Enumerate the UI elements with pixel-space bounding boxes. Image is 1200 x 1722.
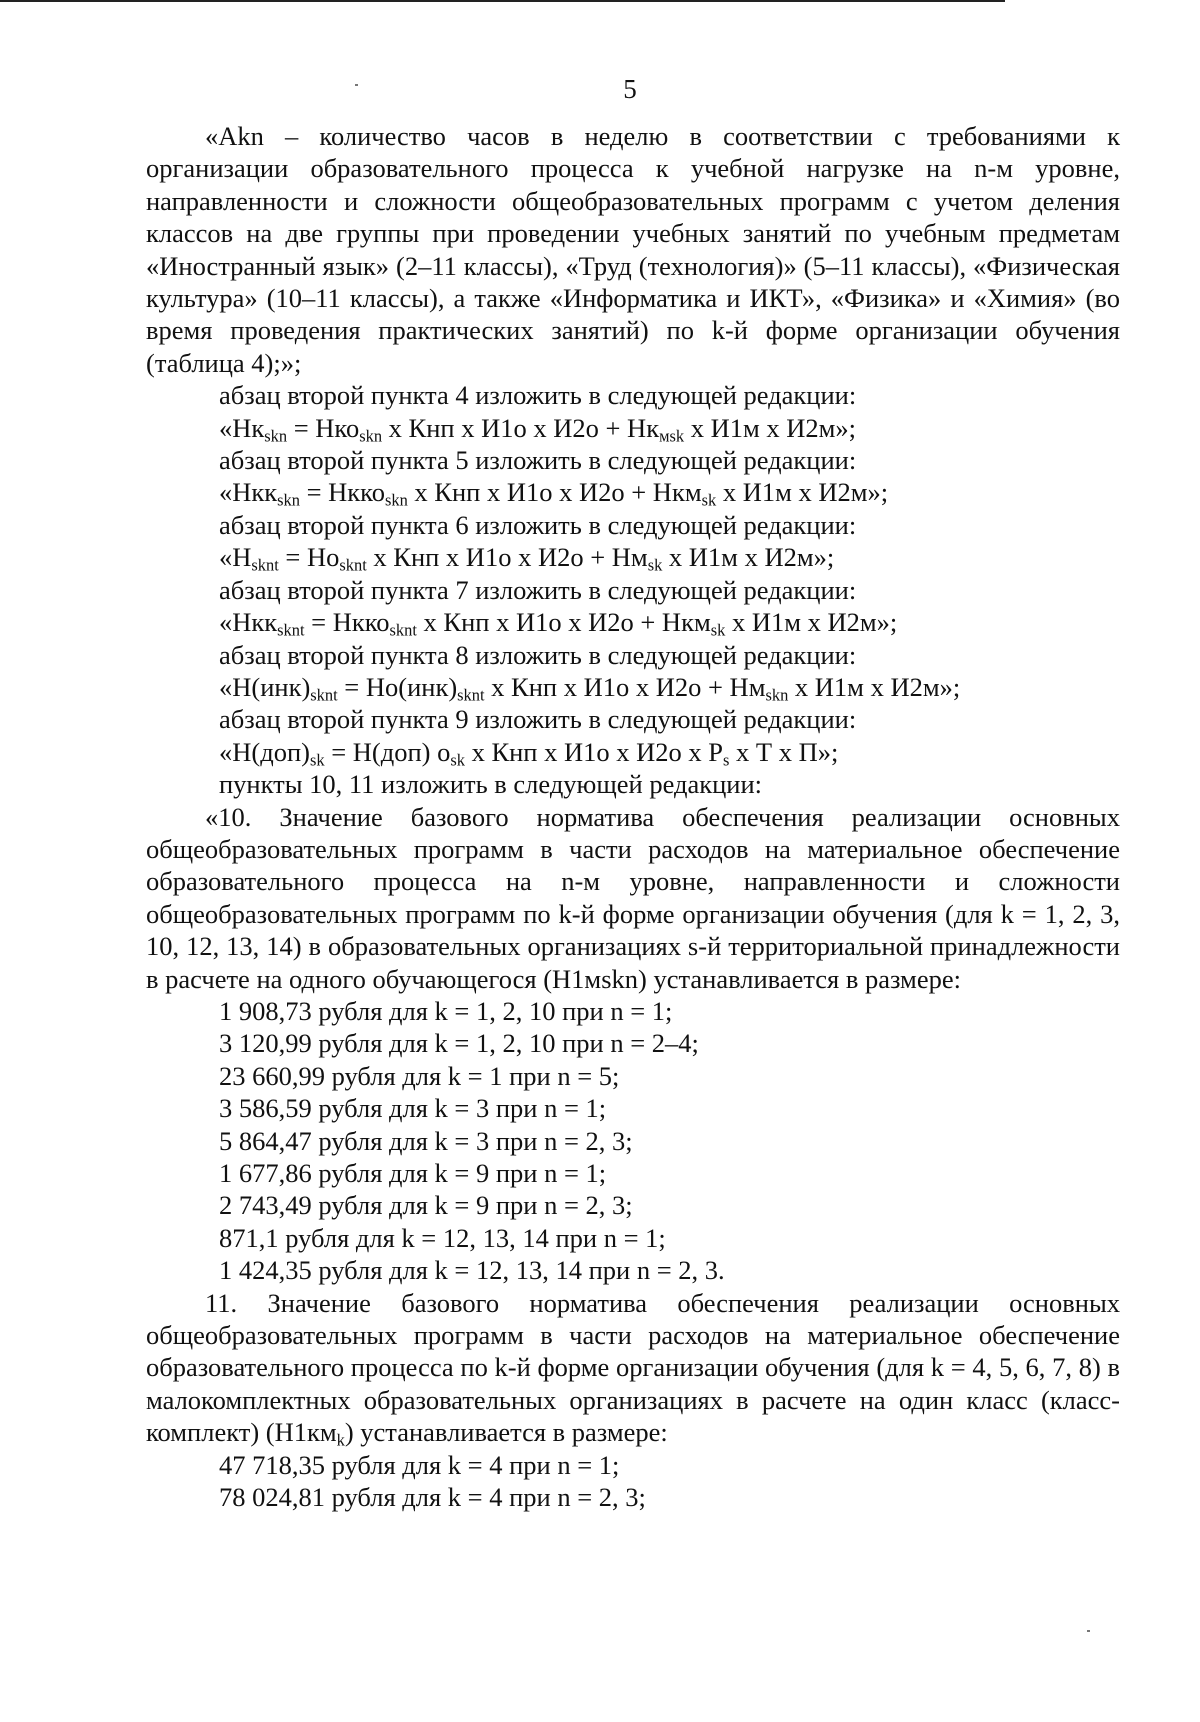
page-number: 5 bbox=[623, 74, 637, 104]
scan-speck bbox=[1087, 1630, 1090, 1632]
norm-value-line: 1 677,86 рубля для k = 9 при n = 1; bbox=[219, 1158, 607, 1188]
norm-value-line: 2 743,49 рубля для k = 9 при n = 2, 3; bbox=[219, 1190, 633, 1221]
amendment-instruction: абзац второй пункта 6 изложить в следующей редакции: bbox=[219, 509, 857, 540]
paragraph-item-10: «10. Значение базового норматива обеспечения реализации основных общеобразовательных программ в части расходов на материальное обеспечение образовательного процесса на n-м уровне, направленности и сложности общеобразовательных программ по k-й форме организации обучения (для k = 1, 2, 3, 10, 12, 13, 14) в образовательных организациях s-й территориальной принадлежности в расчете на одного обучающегося (Н1мskn) устанавливается в размере: bbox=[146, 801, 1120, 994]
amendment-instruction: абзац второй пункта 7 изложить в следующей редакции: bbox=[219, 574, 857, 605]
amendment-instruction: абзац второй пункта 9 изложить в следующей редакции: bbox=[219, 704, 857, 735]
norm-value-line: 78 024,81 рубля для k = 4 при n = 2, 3; bbox=[219, 1482, 646, 1513]
norm-value-line: 3 120,99 рубля для k = 1, 2, 10 при n = 2–4; bbox=[219, 1028, 699, 1059]
amendment-instruction: абзац второй пункта 8 изложить в следующей редакции: bbox=[219, 639, 857, 670]
norm-value-line: 47 718,35 рубля для k = 4 при n = 1; bbox=[219, 1449, 620, 1480]
formula-line: «$Н_{sknt} = Но_{sknt}$ х Кнп х И1о х $И2о + Нм_{sk}$ х И1м х И2м»; bbox=[219, 542, 835, 575]
paragraph-item-11: 11. Значение базового норматива обеспечения реализации основных общеобразовательных программ в части расходов на материальное обеспечение образовательного процесса по k-й форме организации обучения (для k = 4, 5, 6, 7, 8) в малокомплектных образовательных организациях в расчете на один класс (класс-комплект) $(Н1км_k)$ устанавливается в размере: bbox=[146, 1287, 1120, 1450]
amendment-instruction: пункты 10, 11 изложить в следующей редакции: bbox=[219, 769, 763, 800]
top-border-line bbox=[0, 0, 1005, 2]
document-body bbox=[146, 120, 1120, 1513]
formula-line: «Нкк$_{skn}$ = Нкко$_{skn}$ х Кнп х И1о х И2о + Нкм$_{sk}$ х И1м х И2м»; bbox=[219, 477, 889, 511]
norm-value-line: 871,1 рубля для k = 12, 13, 14 при n = 1; bbox=[219, 1222, 666, 1253]
amendment-instruction: абзац второй пункта 5 изложить в следующей редакции: bbox=[219, 445, 857, 476]
norm-value-line: 3 586,59 рубля для k = 3 при n = 1; bbox=[219, 1093, 607, 1124]
norm-value-line: 23 660,99 рубля для k = 1 при n = 5; bbox=[219, 1060, 620, 1091]
norm-value-line: 1 424,35 рубля для k = 12, 13, 14 при n = 2, 3. bbox=[219, 1255, 725, 1286]
paragraph-akn-definition: «Akn – количество часов в неделю в соответствии с требованиями к организации образовательного процесса к учебной нагрузке на n-м уровне, направленности и сложности общеобразовательных программ с учетом деления классов на две группы при проведении учебных занятий по учебным предметам «Иностранный язык» (2–11 классы), «Труд (технология)» (5–11 классы), «Физическая культура» (10–11 классы), а также «Информатика и ИКТ», «Физика» и «Химия» (во время проведения практических занятий) по k-й форме организации обучения (таблица 4);»; bbox=[146, 121, 1120, 378]
formula-line: «$Н(инк)_{sknt} = Но(инк)_{sknt}$ х Кнп х И1о х $И2о + Нм_{skn}$ х И1м х И2м»; bbox=[219, 671, 961, 705]
norm-value-line: 1 908,73 рубля для k = 1, 2, 10 при n = 1; bbox=[219, 995, 673, 1026]
norm-value-line: 5 864,47 рубля для k = 3 при n = 2, 3; bbox=[219, 1125, 633, 1156]
formula-line: «$Н(доп)_{sk} = Н(доп)$ $о_{sk}$ х Кнп х И1о х И2о х $Р_s$ х Т х П»; bbox=[219, 736, 839, 770]
amendment-instruction: абзац второй пункта 4 изложить в следующей редакции: bbox=[219, 380, 857, 411]
formula-line: «Нкк$_{sknt}$ = Нкко$_{sknt}$ х Кнп х И1о х И2о + Нкм$_{sk}$ х И1м х И2м»; bbox=[219, 607, 898, 640]
formula-line: «$Нк_{skn} = Нко_{skn}$ х Кнп х И1о х $И2о + Нк_{мsk}$ х И1м х И2м»; bbox=[219, 412, 857, 446]
